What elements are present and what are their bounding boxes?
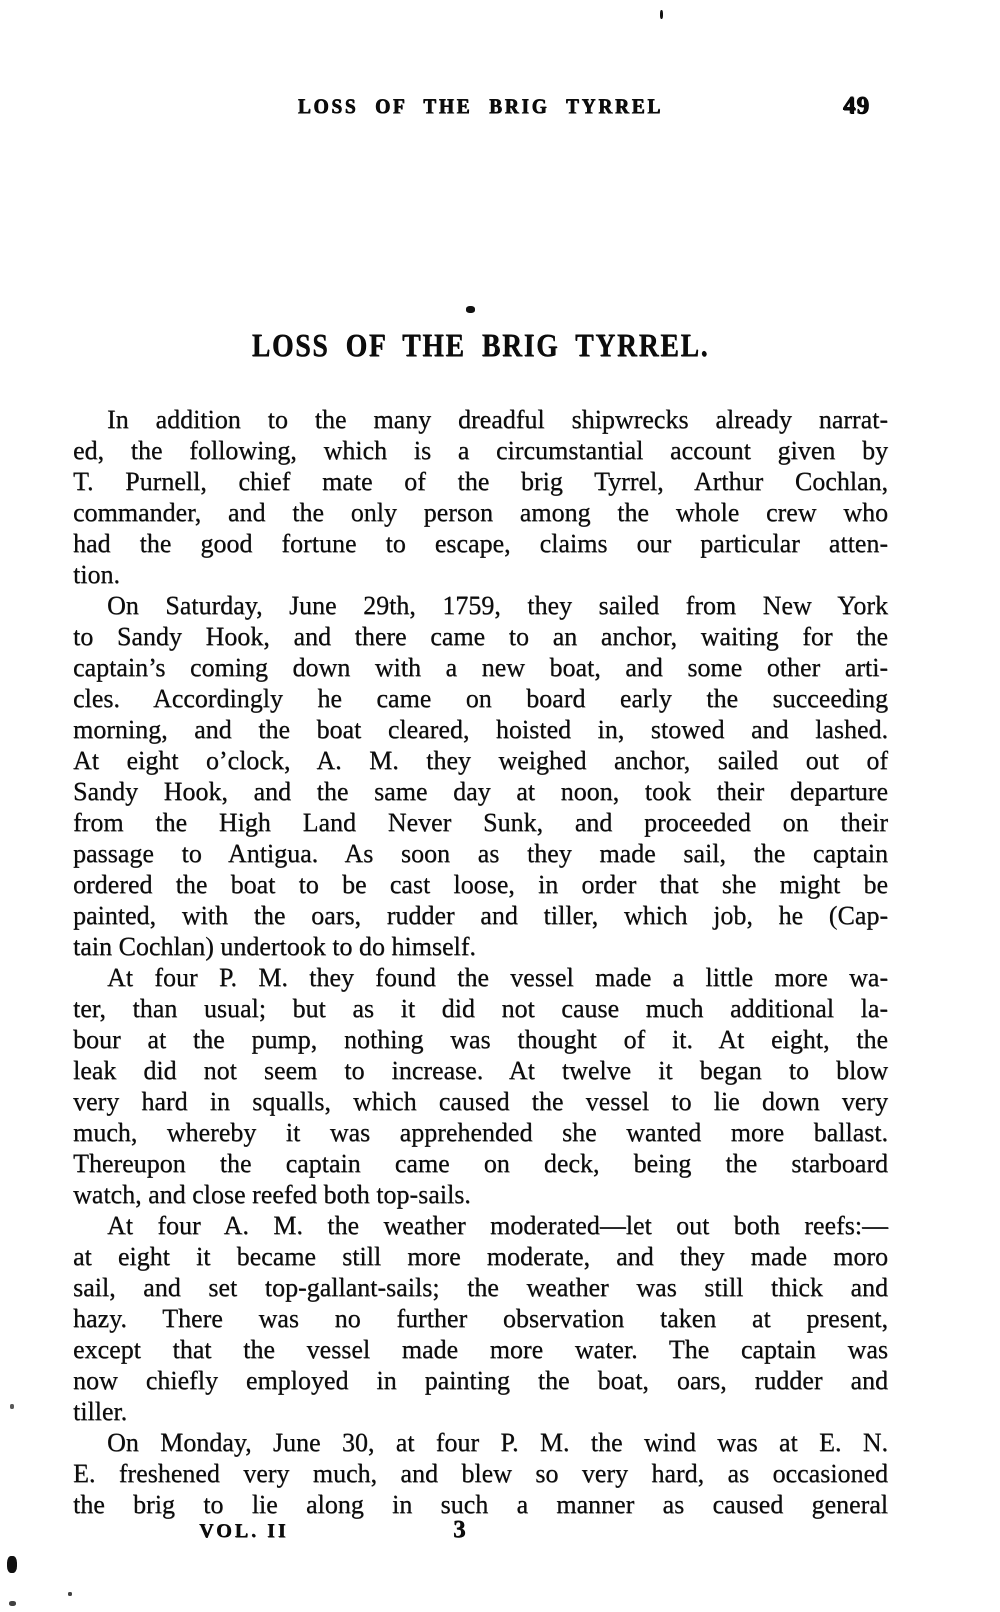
- text-line: passage to Antigua. As soon as they made sail, the captain: [73, 839, 888, 868]
- text-line: captain’s coming down with a new boat, and some other arti-: [73, 653, 888, 682]
- text-line: much, whereby it was apprehended she wanted more ballast.: [73, 1118, 888, 1147]
- text-line: At eight o’clock, A. M. they weighed anchor, sailed out of: [73, 746, 888, 775]
- text-line: sail, and set top-gallant-sails; the weather was still thick and: [73, 1273, 888, 1302]
- text-line: morning, and the boat cleared, hoisted in, stowed and lashed.: [73, 715, 888, 744]
- text-line: cles. Accordingly he came on board early the succeeding: [73, 684, 888, 713]
- volume-label: VOL. II: [199, 1520, 289, 1542]
- ink-speck: [68, 1592, 72, 1596]
- text-line: On Saturday, June 29th, 1759, they sailed from New York: [107, 591, 888, 620]
- text-line: at eight it became still more moderate, and they made moro: [73, 1242, 888, 1271]
- text-line: except that the vessel made more water. The captain was: [73, 1335, 888, 1364]
- page-number: 49: [843, 92, 870, 119]
- text-line: tain Cochlan) undertook to do himself.: [73, 932, 476, 961]
- text-line: Sandy Hook, and the same day at noon, took their departure: [73, 777, 888, 806]
- running-header: [73, 94, 888, 128]
- text-line: ed, the following, which is a circumstantial account given by: [73, 436, 888, 465]
- text-line: At four P. M. they found the vessel made a little more wa-: [107, 963, 888, 992]
- ink-speck: [466, 306, 475, 313]
- signature-mark: 3: [453, 1516, 466, 1543]
- article-title: LOSS OF THE BRIG TYRREL.: [251, 328, 710, 364]
- text-line: to Sandy Hook, and there came to an anchor, waiting for the: [73, 622, 888, 651]
- text-line: very hard in squalls, which caused the vessel to lie down very: [73, 1087, 888, 1116]
- text-line: On Monday, June 30, at four P. M. the wind was at E. N.: [107, 1428, 888, 1457]
- text-line: T. Purnell, chief mate of the brig Tyrrel, Arthur Cochlan,: [73, 467, 888, 496]
- page-body: [73, 404, 888, 1520]
- text-line: the brig to lie along in such a manner as caused general: [73, 1490, 888, 1519]
- text-line: painted, with the oars, rudder and tiller, which job, he (Cap-: [73, 901, 888, 930]
- page-footer: [73, 1516, 888, 1550]
- text-line: from the High Land Never Sunk, and proceeded on their: [73, 808, 888, 837]
- ink-speck: [9, 1601, 16, 1606]
- text-line: At four A. M. the weather moderated—let out both reefs:—: [107, 1211, 888, 1240]
- text-line: ter, than usual; but as it did not cause much additional la-: [73, 994, 888, 1023]
- ink-speck: [10, 1404, 14, 1409]
- text-line: hazy. There was no further observation taken at present,: [73, 1304, 888, 1333]
- text-line: had the good fortune to escape, claims our particular atten-: [73, 529, 888, 558]
- running-title: LOSS OF THE BRIG TYRREL: [297, 94, 664, 118]
- ink-speck: [7, 1556, 17, 1573]
- text-line: tion.: [73, 560, 120, 589]
- text-line: E. freshened very much, and blew so very hard, as occasioned: [73, 1459, 888, 1488]
- ink-speck: [660, 10, 663, 19]
- text-line: commander, and the only person among the whole crew who: [73, 498, 888, 527]
- text-line: ordered the boat to be cast loose, in order that she might be: [73, 870, 888, 899]
- text-line: watch, and close reefed both top-sails.: [73, 1180, 471, 1209]
- text-line: tiller.: [73, 1397, 128, 1426]
- text-line: In addition to the many dreadful shipwrecks already narrat-: [107, 405, 888, 434]
- text-line: Thereupon the captain came on deck, being the starboard: [73, 1149, 888, 1178]
- text-line: leak did not seem to increase. At twelve it began to blow: [73, 1056, 888, 1085]
- text-line: bour at the pump, nothing was thought of it. At eight, the: [73, 1025, 888, 1054]
- text-line: now chiefly employed in painting the boat, oars, rudder and: [73, 1366, 888, 1395]
